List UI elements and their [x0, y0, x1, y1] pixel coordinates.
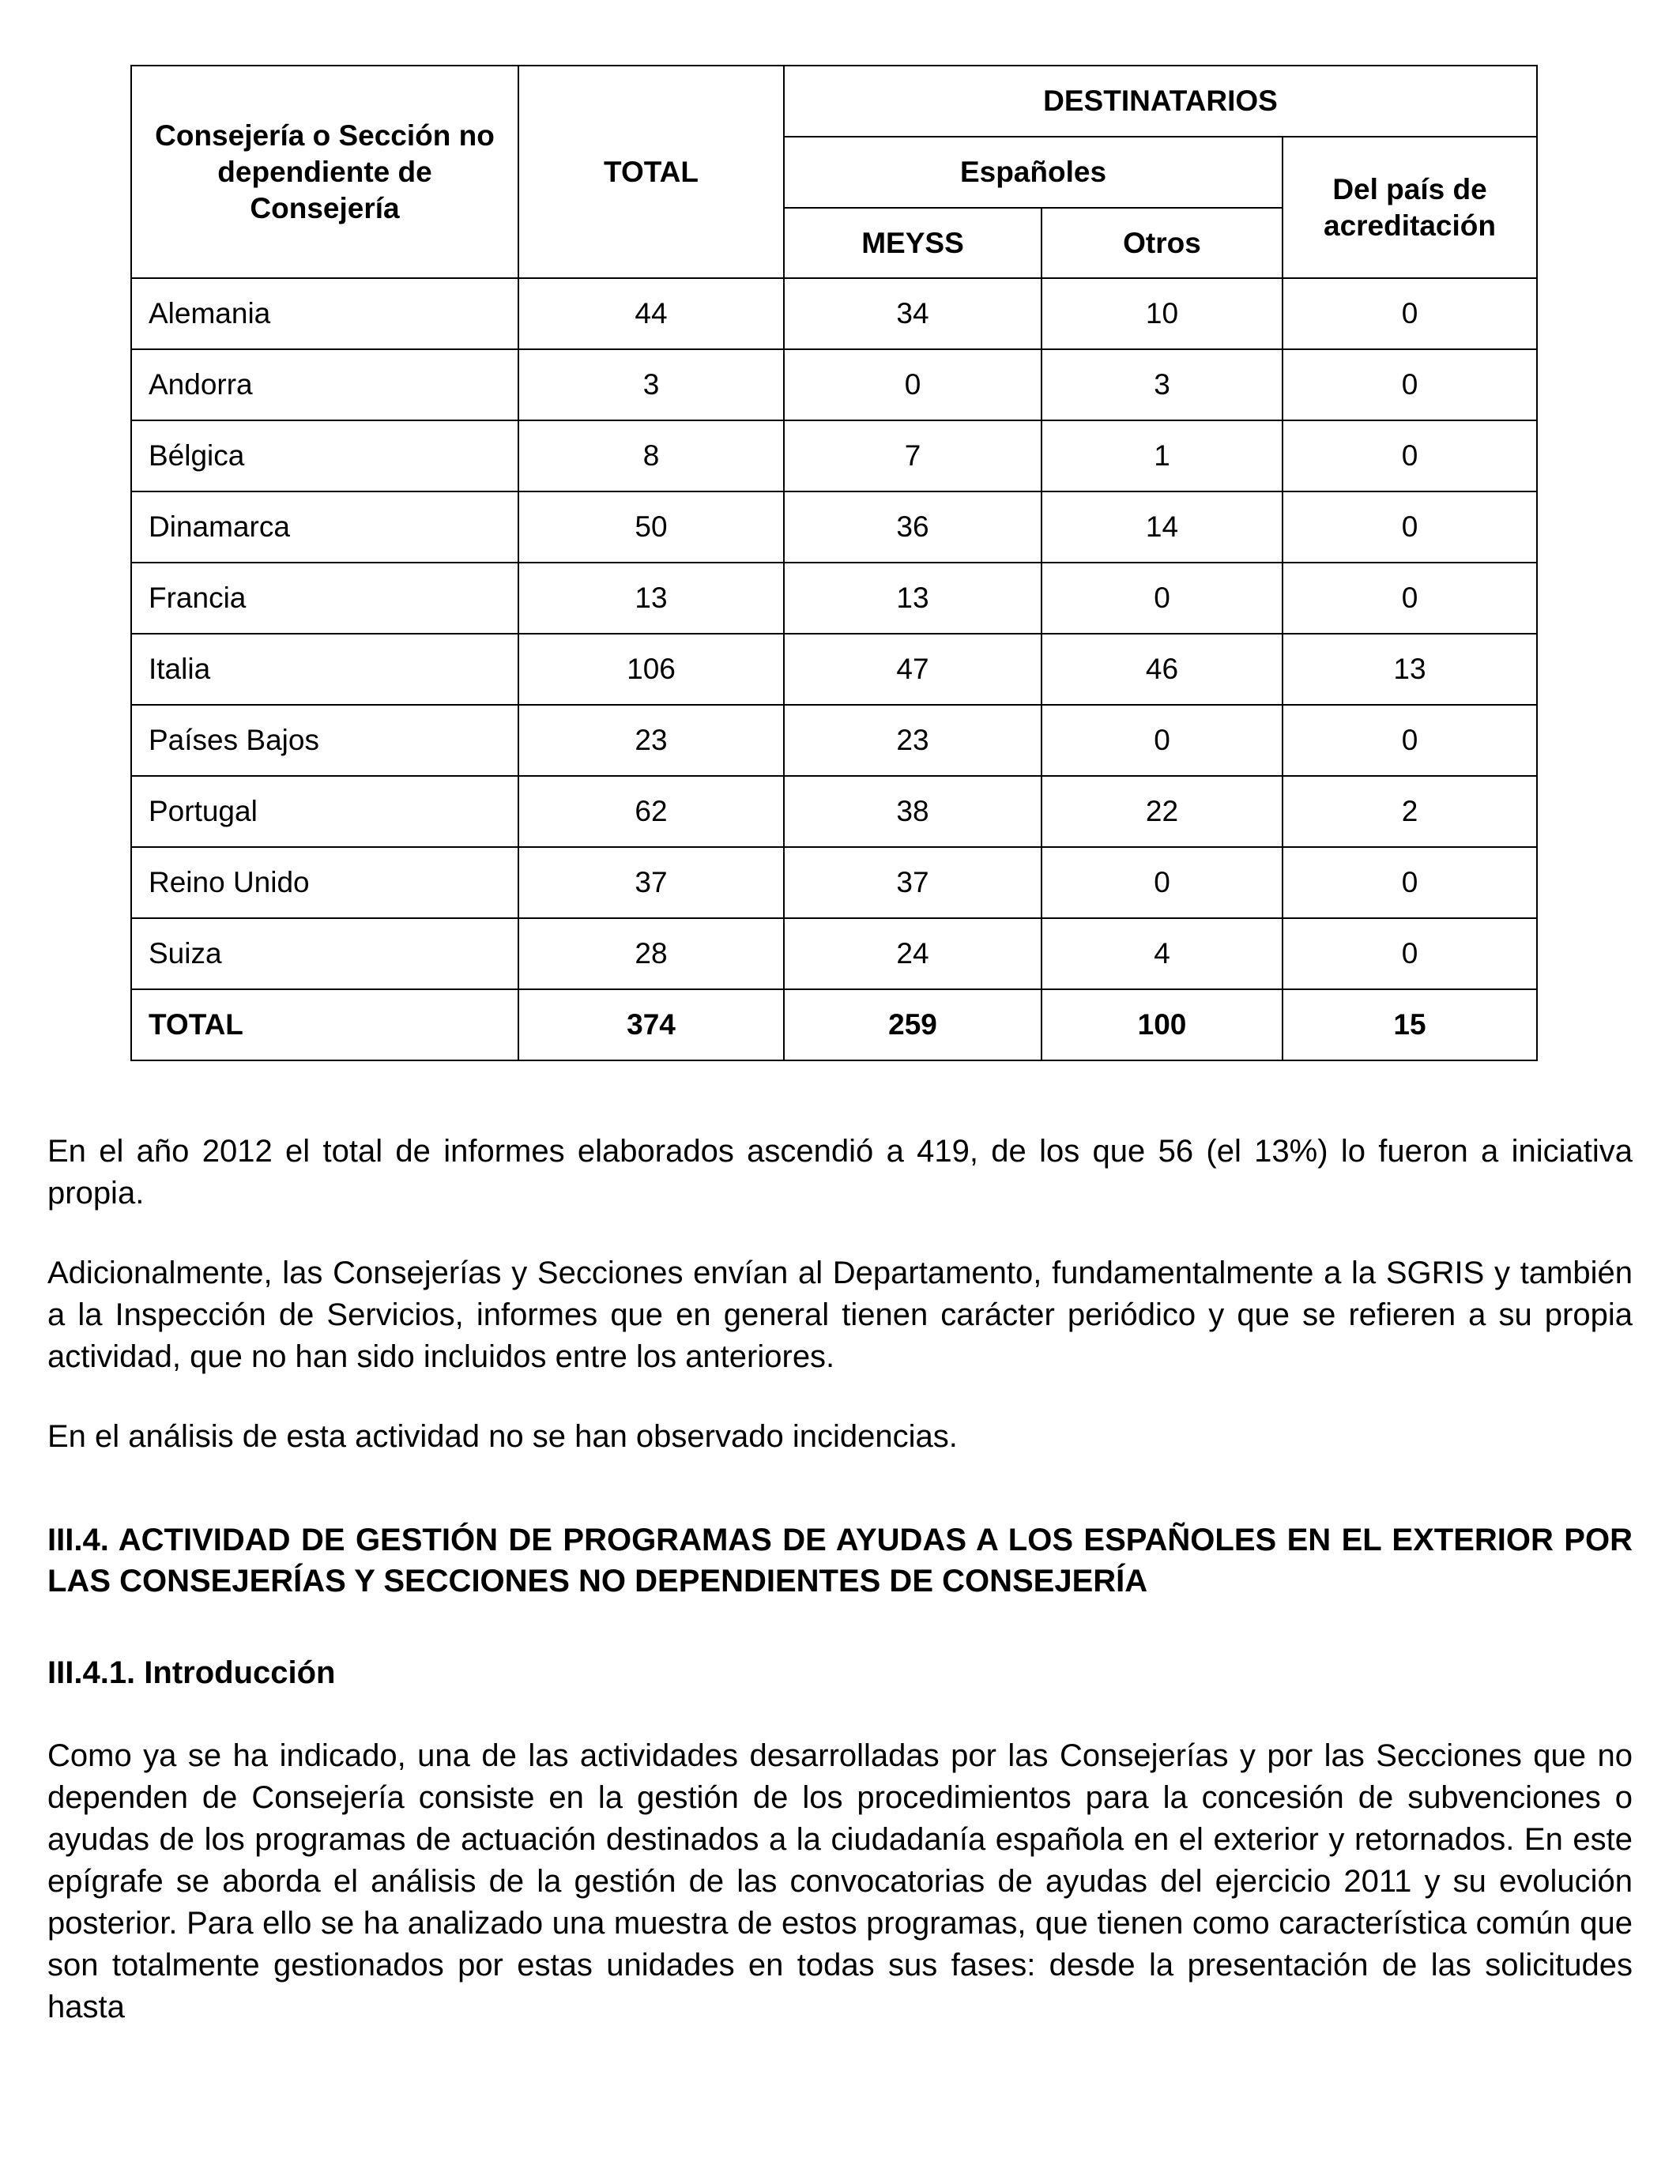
table-total-row	[131, 989, 1537, 1060]
row-pais: 0	[1283, 278, 1537, 349]
row-name: Suiza	[131, 918, 518, 989]
row-name: Países Bajos	[131, 705, 518, 776]
row-pais: 0	[1283, 847, 1537, 918]
section-heading: III.4. ACTIVIDAD DE GESTIÓN DE PROGRAMAS DE AYUDAS A LOS ESPAÑOLES EN EL EXTERIOR POR LAS CONSEJERÍAS Y SECCIONES NO DEPENDIENTES DE CONSEJERÍA	[47, 1523, 1633, 1598]
header-pais-acreditacion: Del país de acreditación	[1283, 137, 1537, 278]
table-row	[131, 420, 1537, 491]
header-meyss: MEYSS	[784, 208, 1042, 278]
row-pais: 0	[1283, 918, 1537, 989]
row-name: Dinamarca	[131, 491, 518, 563]
header-consejeria: Consejería o Sección no dependiente de Consejería	[131, 66, 518, 278]
row-name: Andorra	[131, 349, 518, 420]
row-meyss: 36	[784, 491, 1042, 563]
paragraph-introduccion: Como ya se ha indicado, una de las actividades desarrolladas por las Consejerías y por las Secciones que no dependen de Consejería consiste en la gestión de los procedimientos para la concesión de subvenciones o ayudas de los programas de actuación destinados a la ciudadanía española en el exterior y retornados. En este epígrafe se aborda el análisis de la gestión de las convocatorias de ayudas del ejercicio 2011 y su evolución posterior. Para ello se ha analizado una muestra de estos programas, que tienen como característica común que son totalmente gestionados por estas unidades en todas sus fases: desde la presentación de las solicitudes hasta	[47, 1738, 1633, 2024]
row-name: Italia	[131, 634, 518, 705]
total-row-total: 374	[518, 989, 784, 1060]
row-otros: 0	[1042, 705, 1283, 776]
row-meyss: 34	[784, 278, 1042, 349]
row-name: Reino Unido	[131, 847, 518, 918]
row-total: 28	[518, 918, 784, 989]
destinatarios-table	[130, 65, 1538, 1061]
row-total: 50	[518, 491, 784, 563]
row-total: 62	[518, 776, 784, 847]
row-meyss: 47	[784, 634, 1042, 705]
row-total: 106	[518, 634, 784, 705]
row-pais: 0	[1283, 491, 1537, 563]
row-otros: 14	[1042, 491, 1283, 563]
row-name: Francia	[131, 563, 518, 634]
subsection-heading: III.4.1. Introducción	[47, 1655, 336, 1690]
row-otros: 0	[1042, 563, 1283, 634]
row-meyss: 7	[784, 420, 1042, 491]
row-otros: 4	[1042, 918, 1283, 989]
table-row	[131, 563, 1537, 634]
row-pais: 0	[1283, 705, 1537, 776]
row-meyss: 0	[784, 349, 1042, 420]
row-otros: 0	[1042, 847, 1283, 918]
row-name: Portugal	[131, 776, 518, 847]
row-pais: 0	[1283, 349, 1537, 420]
total-row-label: TOTAL	[131, 989, 518, 1060]
row-total: 23	[518, 705, 784, 776]
row-total: 3	[518, 349, 784, 420]
table-row	[131, 278, 1537, 349]
table-row	[131, 491, 1537, 563]
paragraph-informes-total: En el año 2012 el total de informes elaborados ascendió a 419, de los que 56 (el 13%) lo fueron a iniciativa propia.	[47, 1134, 1633, 1211]
row-pais: 2	[1283, 776, 1537, 847]
row-total: 44	[518, 278, 784, 349]
row-otros: 3	[1042, 349, 1283, 420]
table-row	[131, 776, 1537, 847]
row-meyss: 24	[784, 918, 1042, 989]
row-pais: 0	[1283, 420, 1537, 491]
row-name: Alemania	[131, 278, 518, 349]
total-row-otros: 100	[1042, 989, 1283, 1060]
row-otros: 1	[1042, 420, 1283, 491]
row-total: 37	[518, 847, 784, 918]
table-row	[131, 847, 1537, 918]
header-destinatarios: DESTINATARIOS	[784, 66, 1537, 137]
header-espanoles: Españoles	[784, 137, 1283, 208]
row-meyss: 13	[784, 563, 1042, 634]
header-otros: Otros	[1042, 208, 1283, 278]
header-total: TOTAL	[518, 66, 784, 278]
table-row	[131, 705, 1537, 776]
row-otros: 10	[1042, 278, 1283, 349]
table-row	[131, 918, 1537, 989]
row-pais: 0	[1283, 563, 1537, 634]
row-total: 8	[518, 420, 784, 491]
row-name: Bélgica	[131, 420, 518, 491]
row-meyss: 37	[784, 847, 1042, 918]
row-otros: 22	[1042, 776, 1283, 847]
row-meyss: 38	[784, 776, 1042, 847]
row-meyss: 23	[784, 705, 1042, 776]
total-row-meyss: 259	[784, 989, 1042, 1060]
table-row	[131, 634, 1537, 705]
row-otros: 46	[1042, 634, 1283, 705]
table-row	[131, 349, 1537, 420]
paragraph-incidencias: En el análisis de esta actividad no se han observado incidencias.	[47, 1419, 958, 1454]
row-pais: 13	[1283, 634, 1537, 705]
total-row-pais: 15	[1283, 989, 1537, 1060]
row-total: 13	[518, 563, 784, 634]
paragraph-informes-adicionales: Adicionalmente, las Consejerías y Secciones envían al Departamento, fundamentalmente a la SGRIS y también a la Inspección de Servicios, informes que en general tienen carácter periódico y que se refieren a su propia actividad, que no han sido incluidos entre los anteriores.	[47, 1256, 1633, 1374]
